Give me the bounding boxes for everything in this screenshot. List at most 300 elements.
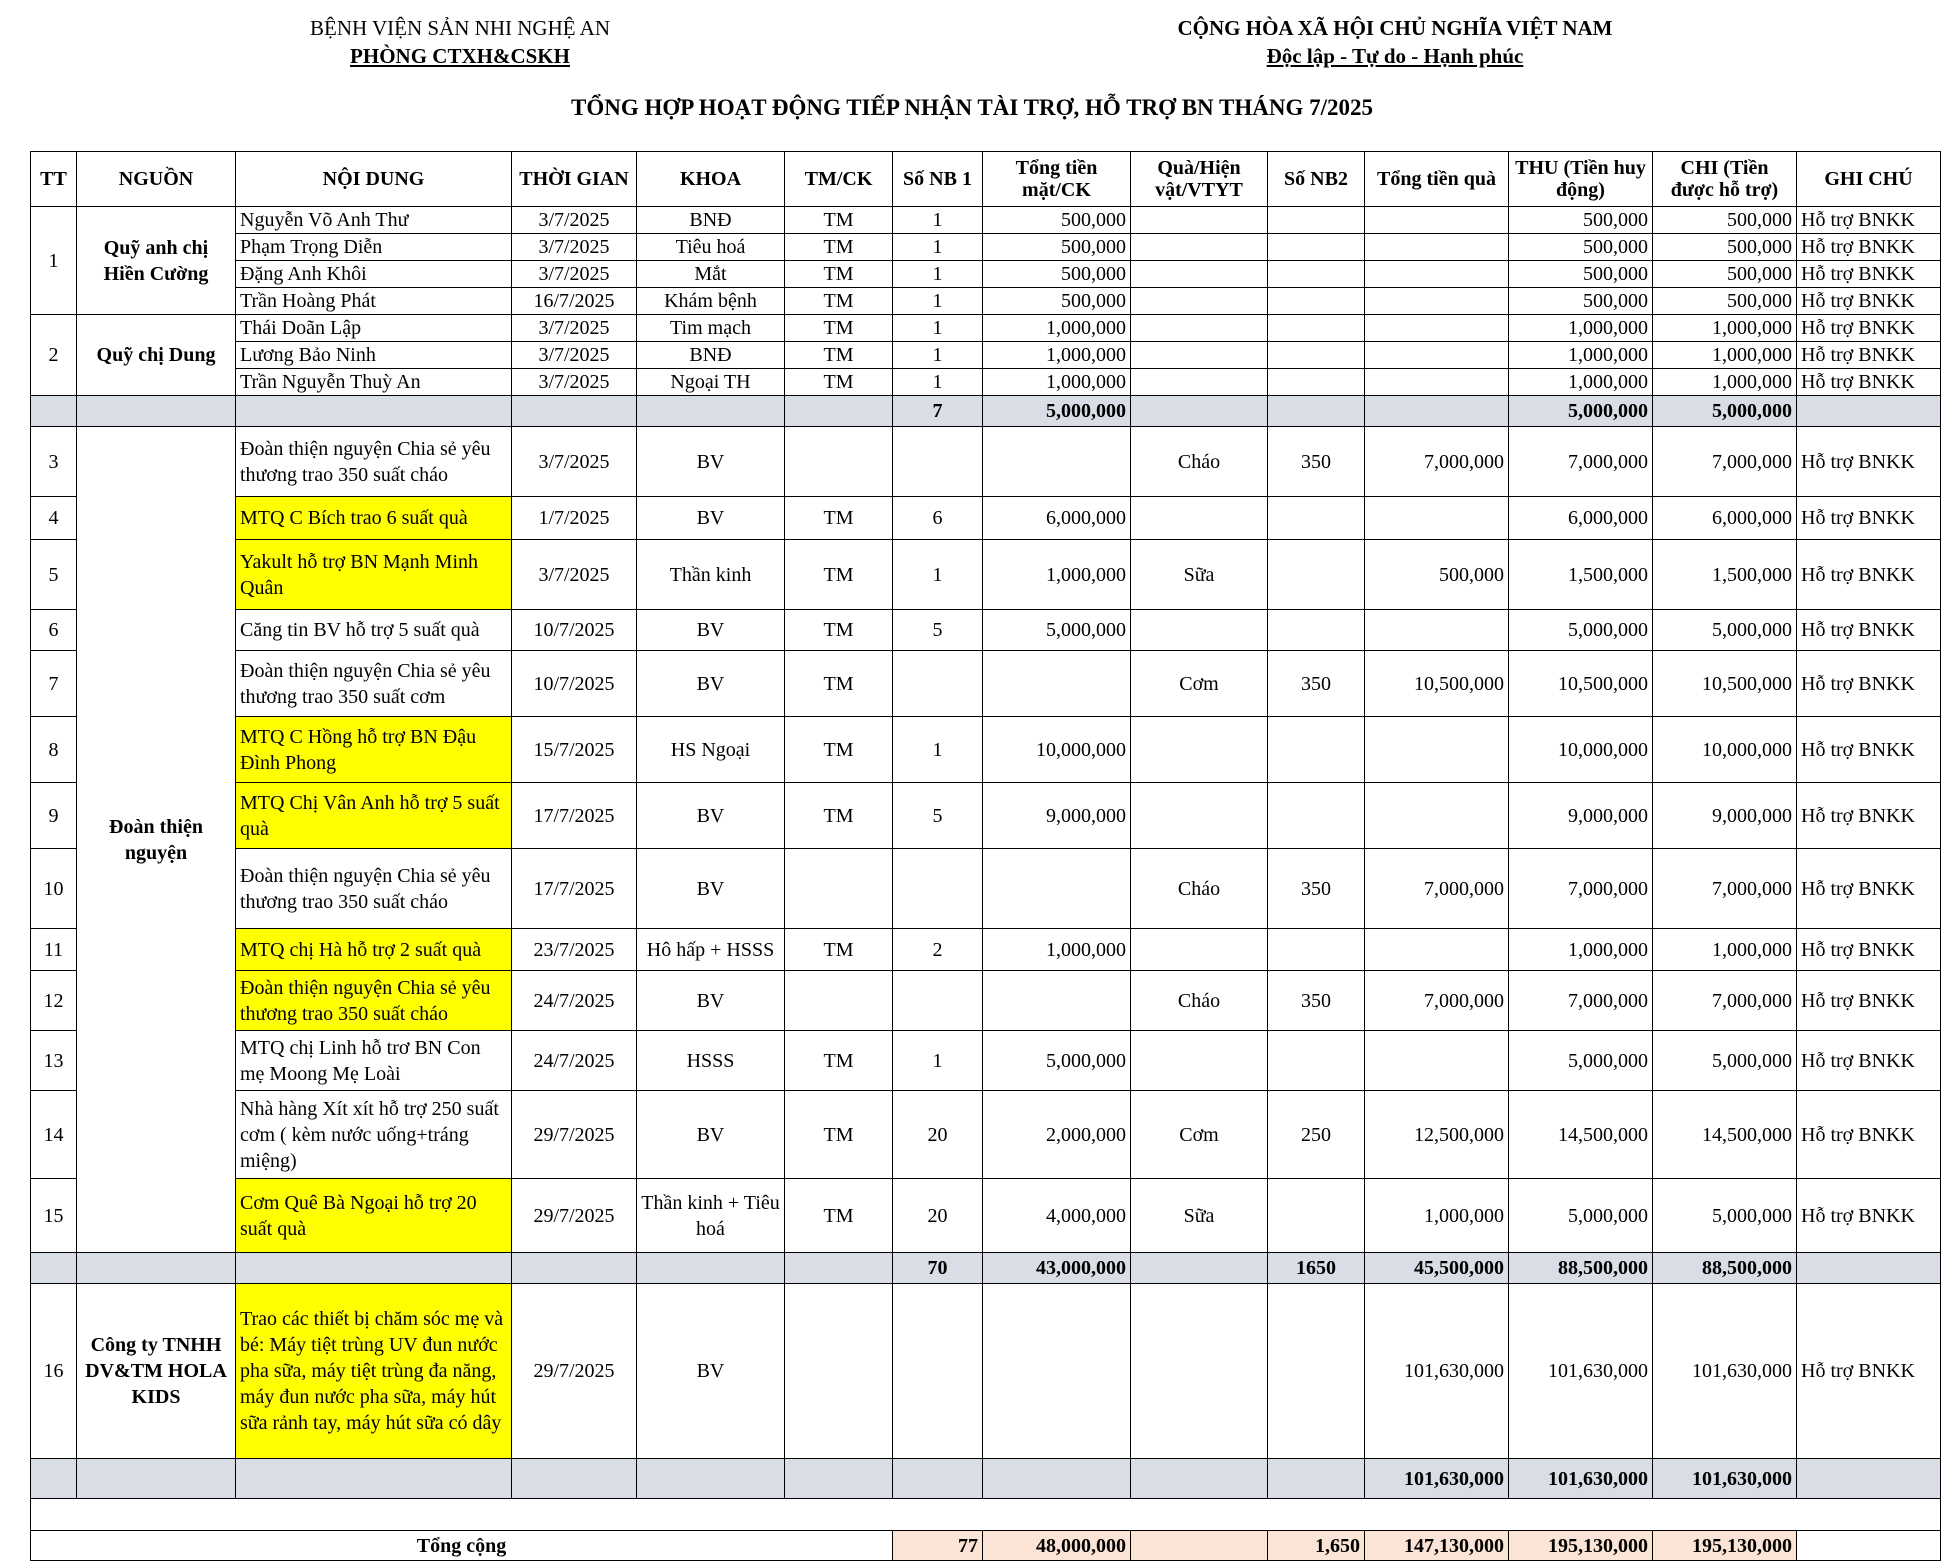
gift-cell: Cháo [1131, 849, 1268, 929]
cash-cell: 5,000,000 [983, 610, 1131, 651]
note-cell: Hỗ trợ BNKK [1797, 849, 1941, 929]
gift-cell [1131, 369, 1268, 396]
note-cell: Hỗ trợ BNKK [1797, 261, 1941, 288]
cash-cell: 1,000,000 [983, 369, 1131, 396]
tmck-cell: TM [785, 207, 893, 234]
thu-cell: 9,000,000 [1509, 783, 1653, 849]
col-header-source: NGUỒN [77, 152, 236, 207]
table-row [31, 929, 1941, 971]
tmck-cell: TM [785, 234, 893, 261]
thu-cell: 500,000 [1509, 207, 1653, 234]
subtotal-cash: 43,000,000 [983, 1253, 1131, 1284]
col-header-tmck: TM/CK [785, 152, 893, 207]
nb1-cell: 1 [893, 207, 983, 234]
content-cell: Đặng Anh Khôi [236, 261, 512, 288]
grand-total-thu: 195,130,000 [1509, 1531, 1653, 1561]
note-cell: Hỗ trợ BNKK [1797, 497, 1941, 540]
chi-cell: 5,000,000 [1653, 610, 1797, 651]
dept-cell: BV [637, 849, 785, 929]
chi-cell: 1,000,000 [1653, 315, 1797, 342]
gift-cell: Cháo [1131, 427, 1268, 497]
gift-total-cell [1365, 288, 1509, 315]
tmck-cell: TM [785, 1179, 893, 1253]
time-cell: 15/7/2025 [512, 717, 637, 783]
thu-cell: 1,000,000 [1509, 315, 1653, 342]
gift-total-cell [1365, 497, 1509, 540]
dept-cell: HS Ngoại [637, 717, 785, 783]
grand-total-row [31, 1531, 1941, 1561]
gift-cell [1131, 497, 1268, 540]
thu-cell: 14,500,000 [1509, 1091, 1653, 1179]
tmck-cell: TM [785, 1091, 893, 1179]
col-header-cash: Tổng tiền mặt/CK [983, 152, 1131, 207]
subtotal-chi: 101,630,000 [1653, 1459, 1797, 1499]
dept-cell: BV [637, 497, 785, 540]
nb1-cell: 1 [893, 717, 983, 783]
nb2-cell: 350 [1268, 651, 1365, 717]
gift-total-cell: 1,000,000 [1365, 1179, 1509, 1253]
tmck-cell: TM [785, 540, 893, 610]
nb1-cell: 1 [893, 234, 983, 261]
col-header-chi: CHI (Tiền được hỗ trợ) [1653, 152, 1797, 207]
tmck-cell: TM [785, 288, 893, 315]
nb2-cell [1268, 497, 1365, 540]
tt-cell: 2 [31, 315, 77, 396]
cash-cell: 500,000 [983, 234, 1131, 261]
content-cell: MTQ C Hồng hỗ trợ BN Đậu Đình Phong [236, 717, 512, 783]
tmck-cell: TM [785, 783, 893, 849]
dept-cell: BV [637, 1284, 785, 1459]
thu-cell: 10,500,000 [1509, 651, 1653, 717]
report-title: TỔNG HỢP HOẠT ĐỘNG TIẾP NHẬN TÀI TRỢ, HỖ TRỢ BN THÁNG 7/2025 [571, 95, 1373, 120]
table-row [31, 1284, 1941, 1459]
table-row [31, 1091, 1941, 1179]
table-row [31, 1031, 1941, 1091]
subtotal-row [31, 1253, 1941, 1284]
cash-cell [983, 849, 1131, 929]
note-cell: Hỗ trợ BNKK [1797, 783, 1941, 849]
thu-cell: 7,000,000 [1509, 849, 1653, 929]
tt-cell: 13 [31, 1031, 77, 1091]
dept-cell: BV [637, 651, 785, 717]
source-cell: Công ty TNHH DV&TM HOLA KIDS [77, 1284, 236, 1459]
empty-row [31, 1499, 1941, 1531]
nb2-cell [1268, 1031, 1365, 1091]
table-row [31, 717, 1941, 783]
nb2-cell [1268, 342, 1365, 369]
time-cell: 3/7/2025 [512, 540, 637, 610]
source-cell: Quỹ chị Dung [77, 315, 236, 396]
motto: Độc lập - Tự do - Hạnh phúc [1266, 44, 1524, 69]
gift-cell: Cơm [1131, 651, 1268, 717]
thu-cell: 7,000,000 [1509, 971, 1653, 1031]
nb2-cell [1268, 207, 1365, 234]
nb2-cell [1268, 540, 1365, 610]
thu-cell: 101,630,000 [1509, 1284, 1653, 1459]
content-cell: Phạm Trọng Diễn [236, 234, 512, 261]
gift-cell [1131, 783, 1268, 849]
subtotal-cash [983, 1459, 1131, 1499]
time-cell: 3/7/2025 [512, 342, 637, 369]
nb1-cell [893, 427, 983, 497]
tt-cell: 16 [31, 1284, 77, 1459]
gift-cell: Sữa [1131, 1179, 1268, 1253]
cash-cell [983, 651, 1131, 717]
note-cell: Hỗ trợ BNKK [1797, 1179, 1941, 1253]
thu-cell: 7,000,000 [1509, 427, 1653, 497]
note-cell: Hỗ trợ BNKK [1797, 315, 1941, 342]
time-cell: 24/7/2025 [512, 1031, 637, 1091]
thu-cell: 1,000,000 [1509, 342, 1653, 369]
gift-cell [1131, 717, 1268, 783]
nb2-cell [1268, 1284, 1365, 1459]
note-cell: Hỗ trợ BNKK [1797, 1284, 1941, 1459]
subtotal-thu: 88,500,000 [1509, 1253, 1653, 1284]
nb2-cell [1268, 783, 1365, 849]
dept-cell: Thần kinh + Tiêu hoá [637, 1179, 785, 1253]
time-cell: 29/7/2025 [512, 1284, 637, 1459]
dept-cell: Thần kinh [637, 540, 785, 610]
time-cell: 3/7/2025 [512, 369, 637, 396]
tmck-cell: TM [785, 929, 893, 971]
chi-cell: 1,000,000 [1653, 369, 1797, 396]
dept-cell: Tiêu hoá [637, 234, 785, 261]
col-header-tt: TT [31, 152, 77, 207]
report-table [30, 151, 1941, 1561]
note-cell: Hỗ trợ BNKK [1797, 610, 1941, 651]
dept-cell: BV [637, 1091, 785, 1179]
thu-cell: 5,000,000 [1509, 1031, 1653, 1091]
nb2-cell [1268, 717, 1365, 783]
tt-cell: 4 [31, 497, 77, 540]
note-cell: Hỗ trợ BNKK [1797, 427, 1941, 497]
cash-cell: 1,000,000 [983, 315, 1131, 342]
nb2-cell [1268, 1179, 1365, 1253]
note-cell: Hỗ trợ BNKK [1797, 1031, 1941, 1091]
chi-cell: 7,000,000 [1653, 971, 1797, 1031]
table-row [31, 783, 1941, 849]
table-row [31, 427, 1941, 497]
dept-name: PHÒNG CTXH&CSKH [350, 44, 570, 69]
nb2-cell [1268, 929, 1365, 971]
cash-cell: 10,000,000 [983, 717, 1131, 783]
dept-cell: BV [637, 427, 785, 497]
note-cell: Hỗ trợ BNKK [1797, 207, 1941, 234]
dept-cell: HSSS [637, 1031, 785, 1091]
nb2-cell: 350 [1268, 971, 1365, 1031]
grand-total-gift-total: 147,130,000 [1365, 1531, 1509, 1561]
time-cell: 24/7/2025 [512, 971, 637, 1031]
tmck-cell [785, 971, 893, 1031]
gift-cell [1131, 342, 1268, 369]
content-cell: Đoàn thiện nguyện Chia sẻ yêu thương trao 350 suất cháo [236, 427, 512, 497]
nb2-cell [1268, 369, 1365, 396]
nb1-cell: 20 [893, 1091, 983, 1179]
subtotal-cash: 5,000,000 [983, 396, 1131, 427]
content-cell: Căng tin BV hỗ trợ 5 suất quà [236, 610, 512, 651]
gift-total-cell: 7,000,000 [1365, 971, 1509, 1031]
subtotal-gift-total: 45,500,000 [1365, 1253, 1509, 1284]
gift-total-cell [1365, 234, 1509, 261]
subtotal-nb2: 1650 [1268, 1253, 1365, 1284]
subtotal-nb2 [1268, 1459, 1365, 1499]
cash-cell: 500,000 [983, 261, 1131, 288]
table-row [31, 288, 1941, 315]
gift-total-cell [1365, 929, 1509, 971]
dept-cell: BV [637, 971, 785, 1031]
note-cell: Hỗ trợ BNKK [1797, 288, 1941, 315]
tt-cell: 9 [31, 783, 77, 849]
table-row [31, 207, 1941, 234]
note-cell: Hỗ trợ BNKK [1797, 651, 1941, 717]
subtotal-nb2 [1268, 396, 1365, 427]
table-row [31, 540, 1941, 610]
thu-cell: 5,000,000 [1509, 610, 1653, 651]
nb2-cell [1268, 610, 1365, 651]
country-name: CỘNG HÒA XÃ HỘI CHỦ NGHĨA VIỆT NAM [1177, 16, 1613, 40]
content-cell: MTQ C Bích trao 6 suất quà [236, 497, 512, 540]
nb2-cell [1268, 261, 1365, 288]
cash-cell: 4,000,000 [983, 1179, 1131, 1253]
subtotal-nb1: 70 [893, 1253, 983, 1284]
note-cell: Hỗ trợ BNKK [1797, 540, 1941, 610]
subtotal-gift-total: 101,630,000 [1365, 1459, 1509, 1499]
note-cell: Hỗ trợ BNKK [1797, 929, 1941, 971]
grand-total-nb1: 77 [893, 1531, 983, 1561]
gift-total-cell [1365, 315, 1509, 342]
gift-total-cell [1365, 1031, 1509, 1091]
gift-cell [1131, 288, 1268, 315]
tmck-cell [785, 427, 893, 497]
tmck-cell: TM [785, 1031, 893, 1091]
table-row [31, 315, 1941, 342]
nb2-cell: 350 [1268, 427, 1365, 497]
chi-cell: 14,500,000 [1653, 1091, 1797, 1179]
nb1-cell [893, 651, 983, 717]
content-cell: Lương Bảo Ninh [236, 342, 512, 369]
header-left [190, 14, 730, 71]
subtotal-row [31, 396, 1941, 427]
gift-cell: Cơm [1131, 1091, 1268, 1179]
tt-cell: 10 [31, 849, 77, 929]
nb1-cell: 20 [893, 1179, 983, 1253]
gift-cell [1131, 610, 1268, 651]
content-cell: Nguyễn Võ Anh Thư [236, 207, 512, 234]
tt-cell: 7 [31, 651, 77, 717]
tt-cell: 11 [31, 929, 77, 971]
chi-cell: 6,000,000 [1653, 497, 1797, 540]
gift-cell [1131, 929, 1268, 971]
tmck-cell [785, 849, 893, 929]
nb1-cell: 1 [893, 369, 983, 396]
subtotal-thu: 5,000,000 [1509, 396, 1653, 427]
dept-cell: BNĐ [637, 207, 785, 234]
chi-cell: 10,500,000 [1653, 651, 1797, 717]
cash-cell [983, 971, 1131, 1031]
nb1-cell: 6 [893, 497, 983, 540]
col-header-thu: THU (Tiền huy động) [1509, 152, 1653, 207]
time-cell: 10/7/2025 [512, 610, 637, 651]
time-cell: 1/7/2025 [512, 497, 637, 540]
tmck-cell: TM [785, 369, 893, 396]
table-row [31, 1179, 1941, 1253]
grand-total-cash: 48,000,000 [983, 1531, 1131, 1561]
table-row [31, 342, 1941, 369]
cash-cell: 5,000,000 [983, 1031, 1131, 1091]
gift-total-cell: 7,000,000 [1365, 427, 1509, 497]
cash-cell: 1,000,000 [983, 540, 1131, 610]
col-header-gift-total: Tổng tiền quà [1365, 152, 1509, 207]
chi-cell: 9,000,000 [1653, 783, 1797, 849]
time-cell: 17/7/2025 [512, 849, 637, 929]
nb1-cell: 1 [893, 315, 983, 342]
chi-cell: 101,630,000 [1653, 1284, 1797, 1459]
col-header-content: NỘI DUNG [236, 152, 512, 207]
gift-total-cell [1365, 717, 1509, 783]
dept-cell: BV [637, 783, 785, 849]
grand-total-label: Tổng cộng [31, 1531, 893, 1561]
tt-cell: 15 [31, 1179, 77, 1253]
cash-cell [983, 427, 1131, 497]
note-cell: Hỗ trợ BNKK [1797, 1091, 1941, 1179]
thu-cell: 5,000,000 [1509, 1179, 1653, 1253]
content-cell: Đoàn thiện nguyện Chia sẻ yêu thương trao 350 suất cơm [236, 651, 512, 717]
subtotal-chi: 88,500,000 [1653, 1253, 1797, 1284]
gift-cell [1131, 261, 1268, 288]
dept-cell: BNĐ [637, 342, 785, 369]
tt-cell: 3 [31, 427, 77, 497]
chi-cell: 500,000 [1653, 261, 1797, 288]
subtotal-gift-total [1365, 396, 1509, 427]
cash-cell: 1,000,000 [983, 342, 1131, 369]
content-cell: Nhà hàng Xít xít hỗ trợ 250 suất cơm ( kèm nước uống+tráng miệng) [236, 1091, 512, 1179]
thu-cell: 500,000 [1509, 261, 1653, 288]
dept-cell: Khám bệnh [637, 288, 785, 315]
tmck-cell: TM [785, 610, 893, 651]
time-cell: 3/7/2025 [512, 315, 637, 342]
nb2-cell [1268, 315, 1365, 342]
time-cell: 29/7/2025 [512, 1179, 637, 1253]
chi-cell: 7,000,000 [1653, 427, 1797, 497]
gift-cell [1131, 315, 1268, 342]
nb1-cell: 2 [893, 929, 983, 971]
source-cell: Đoàn thiện nguyện [77, 427, 236, 1253]
chi-cell: 1,000,000 [1653, 342, 1797, 369]
dept-cell: Hô hấp + HSSS [637, 929, 785, 971]
tt-cell: 14 [31, 1091, 77, 1179]
col-header-gift: Quà/Hiện vật/VTYT [1131, 152, 1268, 207]
content-cell: Yakult hỗ trợ BN Mạnh Minh Quân [236, 540, 512, 610]
tmck-cell: TM [785, 342, 893, 369]
thu-cell: 1,000,000 [1509, 929, 1653, 971]
cash-cell: 6,000,000 [983, 497, 1131, 540]
note-cell: Hỗ trợ BNKK [1797, 369, 1941, 396]
content-cell: Đoàn thiện nguyện Chia sẻ yêu thương trao 350 suất cháo [236, 849, 512, 929]
chi-cell: 5,000,000 [1653, 1031, 1797, 1091]
subtotal-chi: 5,000,000 [1653, 396, 1797, 427]
content-cell: Cơm Quê Bà Ngoại hỗ trợ 20 suất quà [236, 1179, 512, 1253]
subtotal-nb1: 7 [893, 396, 983, 427]
chi-cell: 10,000,000 [1653, 717, 1797, 783]
tt-cell: 1 [31, 207, 77, 315]
subtotal-nb1 [893, 1459, 983, 1499]
nb2-cell: 250 [1268, 1091, 1365, 1179]
nb1-cell: 1 [893, 540, 983, 610]
table-row [31, 651, 1941, 717]
time-cell: 3/7/2025 [512, 427, 637, 497]
dept-cell: BV [637, 610, 785, 651]
tmck-cell: TM [785, 497, 893, 540]
cash-cell: 9,000,000 [983, 783, 1131, 849]
gift-total-cell: 500,000 [1365, 540, 1509, 610]
col-header-dept: KHOA [637, 152, 785, 207]
nb1-cell: 1 [893, 342, 983, 369]
gift-cell [1131, 1031, 1268, 1091]
header-right [1090, 14, 1700, 71]
tmck-cell [785, 1284, 893, 1459]
gift-total-cell [1365, 369, 1509, 396]
thu-cell: 500,000 [1509, 288, 1653, 315]
chi-cell: 500,000 [1653, 288, 1797, 315]
dept-cell: Mắt [637, 261, 785, 288]
content-cell: MTQ chị Hà hỗ trợ 2 suất quà [236, 929, 512, 971]
thu-cell: 1,000,000 [1509, 369, 1653, 396]
dept-cell: Tim mạch [637, 315, 785, 342]
gift-total-cell: 101,630,000 [1365, 1284, 1509, 1459]
nb1-cell [893, 971, 983, 1031]
nb1-cell: 1 [893, 288, 983, 315]
content-cell: Trao các thiết bị chăm sóc mẹ và bé: Máy tiệt trùng UV đun nước pha sữa, máy tiệt trùng đa năng, máy đun nước pha sữa, máy hút sữa rảnh tay, máy hút sữa có dây [236, 1284, 512, 1459]
chi-cell: 5,000,000 [1653, 1179, 1797, 1253]
tt-cell: 5 [31, 540, 77, 610]
subtotal-row [31, 1459, 1941, 1499]
gift-cell [1131, 1284, 1268, 1459]
subtotal-thu: 101,630,000 [1509, 1459, 1653, 1499]
note-cell: Hỗ trợ BNKK [1797, 342, 1941, 369]
gift-cell [1131, 207, 1268, 234]
gift-total-cell: 12,500,000 [1365, 1091, 1509, 1179]
table-row [31, 369, 1941, 396]
tmck-cell: TM [785, 261, 893, 288]
thu-cell: 1,500,000 [1509, 540, 1653, 610]
tt-cell: 6 [31, 610, 77, 651]
table-row [31, 610, 1941, 651]
note-cell: Hỗ trợ BNKK [1797, 717, 1941, 783]
nb1-cell: 5 [893, 783, 983, 849]
nb1-cell: 5 [893, 610, 983, 651]
cash-cell [983, 1284, 1131, 1459]
chi-cell: 7,000,000 [1653, 849, 1797, 929]
col-header-note: GHI CHÚ [1797, 152, 1941, 207]
chi-cell: 500,000 [1653, 207, 1797, 234]
chi-cell: 1,500,000 [1653, 540, 1797, 610]
content-cell: Thái Doãn Lập [236, 315, 512, 342]
time-cell: 10/7/2025 [512, 651, 637, 717]
time-cell: 23/7/2025 [512, 929, 637, 971]
cash-cell: 1,000,000 [983, 929, 1131, 971]
note-cell: Hỗ trợ BNKK [1797, 234, 1941, 261]
col-header-nb1: Số NB 1 [893, 152, 983, 207]
time-cell: 29/7/2025 [512, 1091, 637, 1179]
tmck-cell: TM [785, 717, 893, 783]
thu-cell: 10,000,000 [1509, 717, 1653, 783]
content-cell: Trần Hoàng Phát [236, 288, 512, 315]
chi-cell: 500,000 [1653, 234, 1797, 261]
col-header-nb2: Số NB2 [1268, 152, 1365, 207]
gift-total-cell: 7,000,000 [1365, 849, 1509, 929]
tt-cell: 12 [31, 971, 77, 1031]
table-row [31, 497, 1941, 540]
